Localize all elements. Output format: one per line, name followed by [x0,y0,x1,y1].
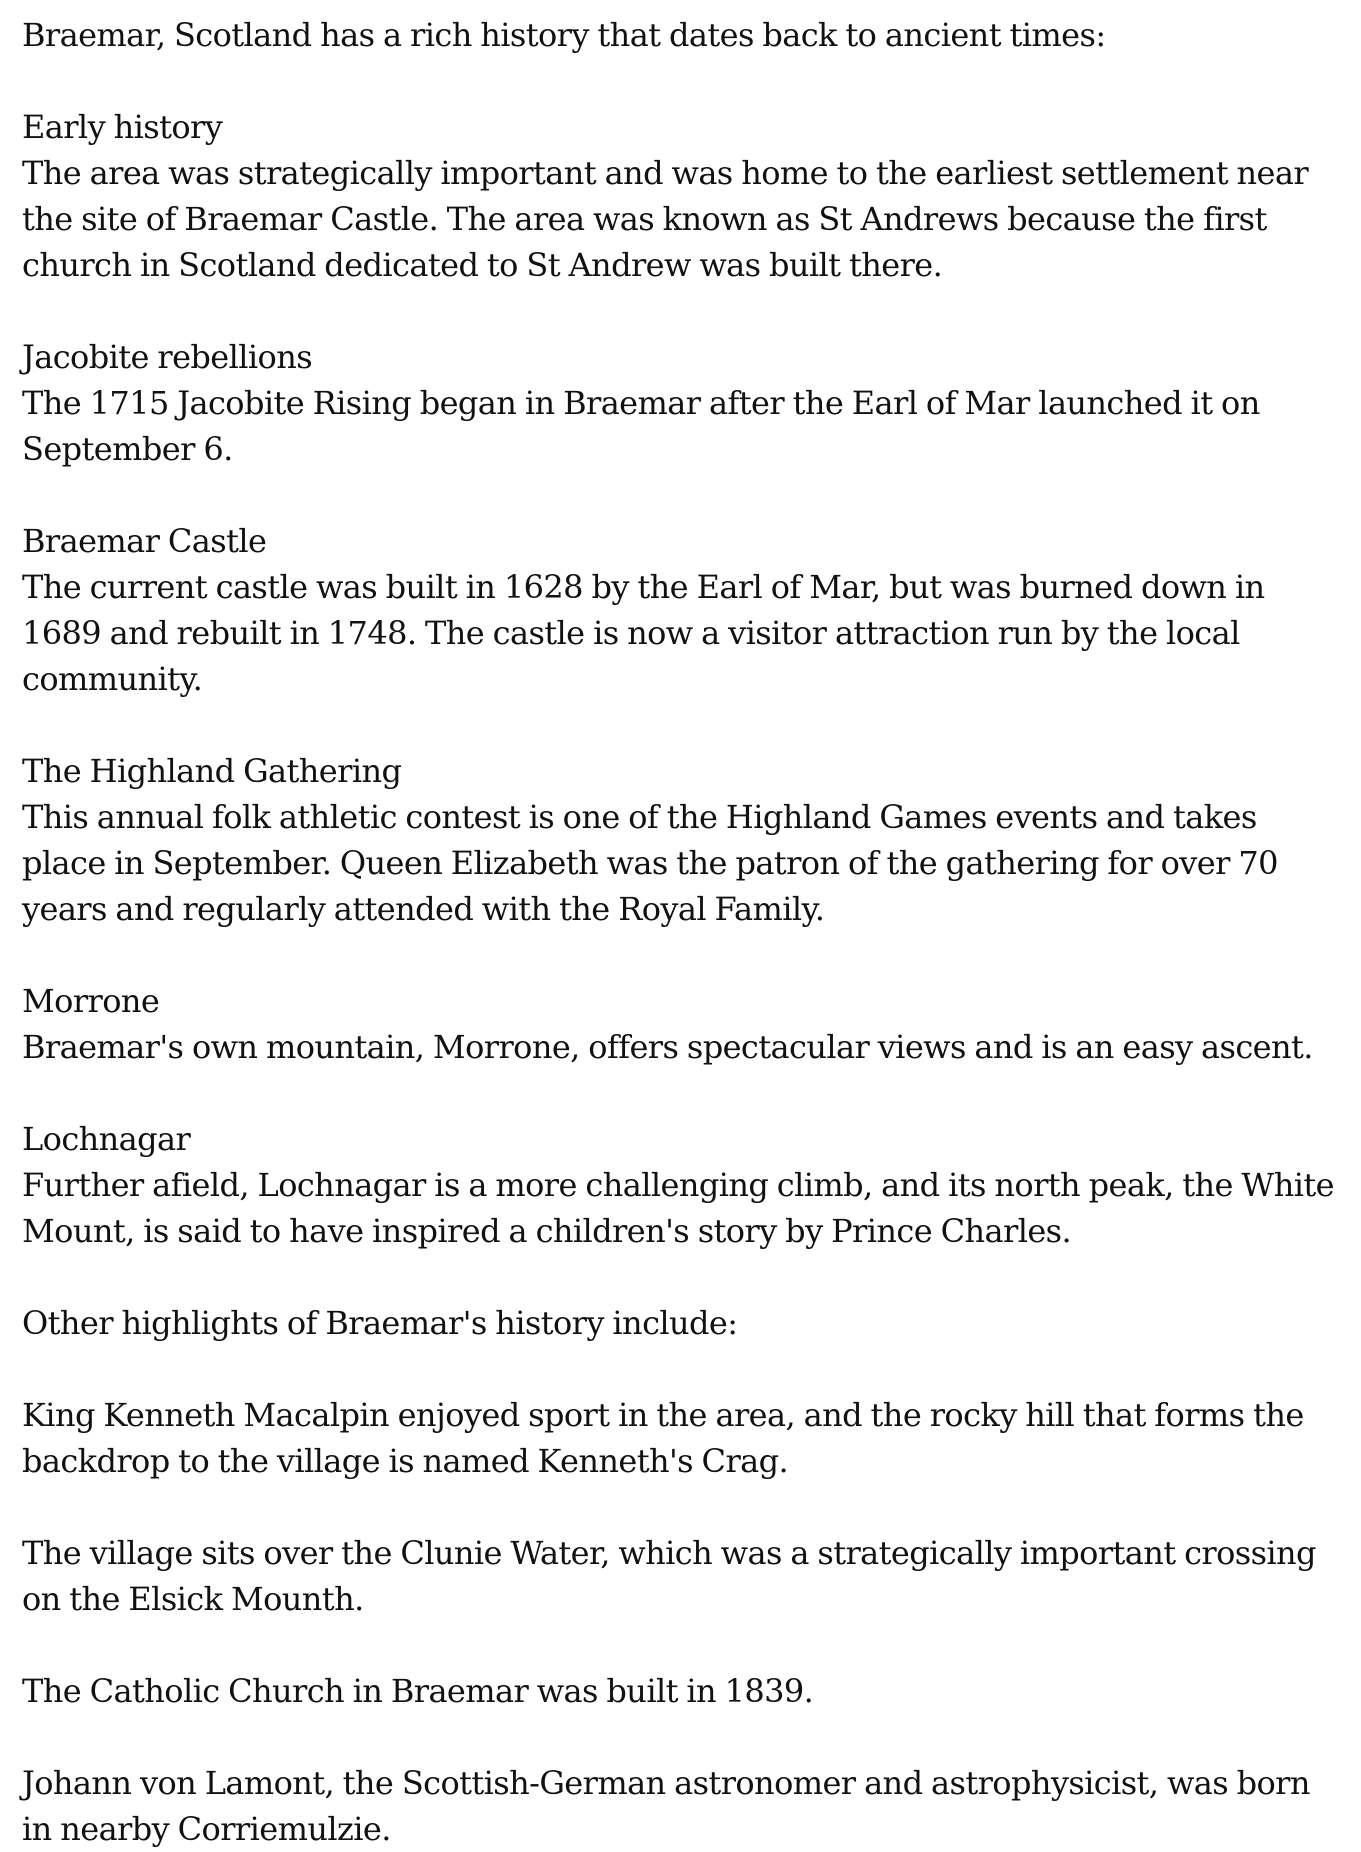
highlight-text: The village sits over the Clunie Water, which was a strategically important crossing on the Elsick Mounth. [22,1534,1316,1618]
section-body: This annual folk athletic contest is one of the Highland Games events and takes place in September. Queen Elizabeth was the patron of the gathering for over 70 years and regularly attended with the Royal Family. [22,798,1278,928]
section-heading: Jacobite rebellions [22,338,313,376]
section-body: The area was strategically important and was home to the earliest settlement near the site of Braemar Castle. The area was known as St Andrews because the first church in Scotland dedicated to St Andrew was built there. [22,154,1309,284]
highlight-paragraph [22,1530,1339,1622]
section-braemar-castle [22,518,1339,702]
highlight-paragraph [22,1668,1339,1714]
section-morrone [22,978,1339,1070]
section-jacobite-rebellions [22,334,1339,472]
section-highland-gathering [22,748,1339,932]
section-heading: Early history [22,108,223,146]
section-body: The current castle was built in 1628 by the Earl of Mar, but was burned down in 1689 and rebuilt in 1748. The castle is now a visitor attraction run by the local community. [22,568,1265,698]
highlight-paragraph [22,1392,1339,1484]
section-heading: Morrone [22,982,160,1020]
highlight-text: Johann von Lamont, the Scottish-German astronomer and astrophysicist, was born in nearby Corriemulzie. [22,1764,1310,1848]
section-body: Braemar's own mountain, Morrone, offers spectacular views and is an easy ascent. [22,1028,1313,1066]
intro-block [22,12,1339,58]
section-body: Further afield, Lochnagar is a more challenging climb, and its north peak, the White Mount, is said to have inspired a children's story by Prince Charles. [22,1166,1334,1250]
section-heading: Braemar Castle [22,522,267,560]
highlight-paragraph [22,1760,1339,1852]
highlight-text: King Kenneth Macalpin enjoyed sport in the area, and the rocky hill that forms the backdrop to the village is named Kenneth's Crag. [22,1396,1304,1480]
intro-text: Braemar, Scotland has a rich history that dates back to ancient times: [22,16,1106,54]
section-lochnagar [22,1116,1339,1254]
other-highlights-intro-block [22,1300,1339,1346]
section-early-history [22,104,1339,288]
section-heading: The Highland Gathering [22,752,402,790]
section-heading: Lochnagar [22,1120,191,1158]
highlight-text: The Catholic Church in Braemar was built in 1839. [22,1672,814,1710]
section-body: The 1715 Jacobite Rising began in Braemar after the Earl of Mar launched it on September 6. [22,384,1260,468]
other-highlights-intro: Other highlights of Braemar's history include: [22,1304,738,1342]
